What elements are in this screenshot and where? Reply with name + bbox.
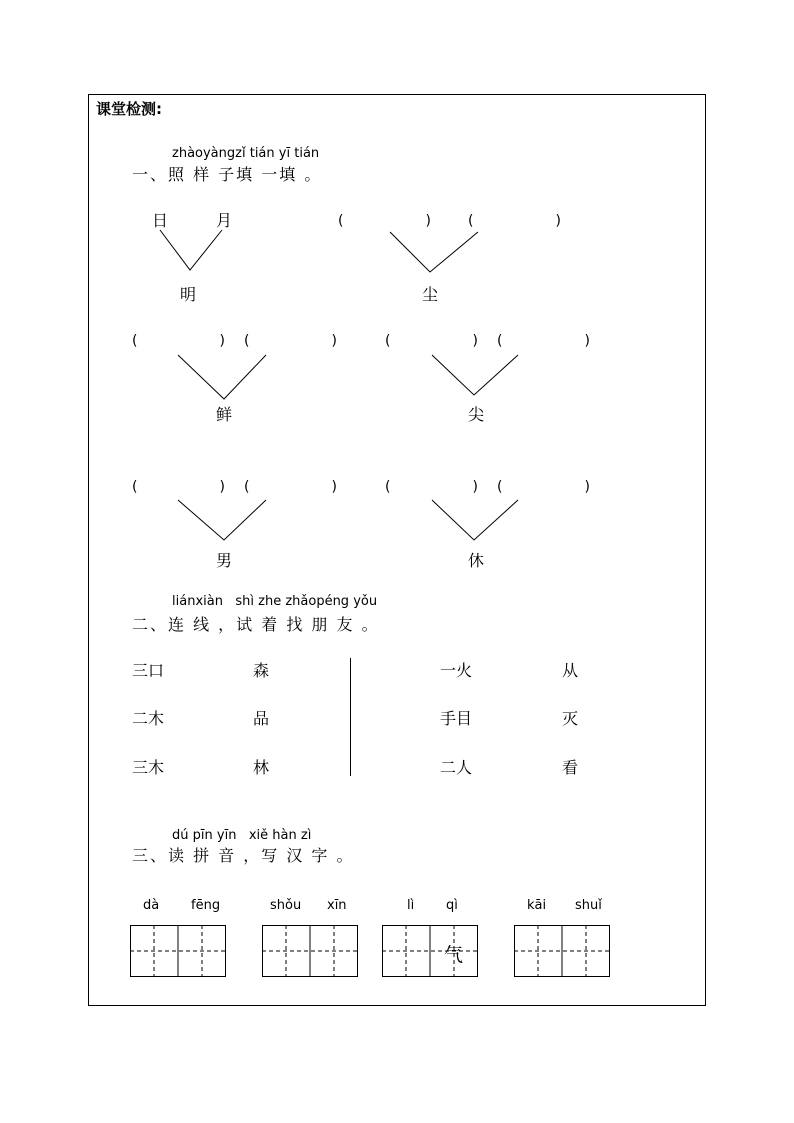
blank-paren[interactable]: ( ) bbox=[497, 479, 608, 495]
section3-pinyin-line bbox=[172, 828, 311, 843]
v-connector bbox=[178, 500, 268, 542]
pinyin: zhào bbox=[172, 146, 203, 161]
section2-pinyin-line bbox=[172, 594, 377, 609]
blank-paren[interactable]: ( ) bbox=[385, 333, 496, 349]
item-result: 男 bbox=[216, 551, 233, 570]
match-item[interactable]: 手目 bbox=[440, 709, 473, 728]
v-connector bbox=[390, 232, 480, 274]
divider-line bbox=[350, 658, 351, 776]
v-connector bbox=[432, 355, 522, 397]
match-item[interactable]: 看 bbox=[562, 758, 579, 777]
match-item[interactable]: 三木 bbox=[132, 758, 165, 777]
word-pinyin: qì bbox=[446, 898, 458, 913]
item-result: 休 bbox=[468, 551, 485, 570]
match-item[interactable]: 森 bbox=[253, 661, 270, 680]
v-connector bbox=[432, 500, 522, 542]
pinyin: xiě bbox=[248, 828, 269, 843]
item-right: 月 bbox=[216, 211, 233, 230]
word-pinyin: dà bbox=[143, 898, 160, 913]
match-item[interactable]: 灭 bbox=[562, 709, 579, 728]
pinyin: lián bbox=[172, 594, 196, 609]
pinyin: zì bbox=[300, 828, 312, 843]
match-item[interactable]: 林 bbox=[253, 758, 270, 777]
word-pinyin: kāi bbox=[527, 898, 547, 913]
blank-paren[interactable]: ( ) bbox=[244, 333, 355, 349]
section1-heading: 一、照 样 子填 一填 。 bbox=[132, 165, 323, 184]
pinyin: shì bbox=[235, 594, 254, 609]
pinyin: yǒu bbox=[353, 594, 378, 609]
tianzige-grid[interactable] bbox=[262, 925, 358, 977]
match-item[interactable]: 二人 bbox=[440, 758, 473, 777]
blank-paren[interactable]: ( ) bbox=[338, 213, 449, 229]
blank-paren[interactable]: ( ) bbox=[244, 479, 355, 495]
prefilled-character: 气 bbox=[444, 944, 464, 966]
item-result: 明 bbox=[180, 285, 197, 304]
match-item[interactable]: 三口 bbox=[132, 661, 165, 680]
blank-paren[interactable]: ( ) bbox=[132, 479, 243, 495]
match-item[interactable]: 品 bbox=[253, 709, 270, 728]
match-item[interactable]: 从 bbox=[562, 661, 579, 680]
blank-paren[interactable]: ( ) bbox=[132, 333, 243, 349]
pinyin: tián bbox=[249, 146, 275, 161]
tianzige-grid[interactable] bbox=[130, 925, 226, 977]
pinyin: tián bbox=[294, 146, 320, 161]
worksheet-title: 课堂检测: bbox=[96, 100, 162, 118]
pinyin: yīn bbox=[216, 828, 237, 843]
word-pinyin: lì bbox=[407, 898, 415, 913]
pinyin: dú bbox=[172, 828, 189, 843]
pinyin: zǐ bbox=[235, 146, 246, 161]
section2-heading: 二、连 线 ，试 着 找 朋 友 。 bbox=[132, 615, 380, 634]
word-pinyin: xīn bbox=[327, 898, 347, 913]
blank-paren[interactable]: ( ) bbox=[468, 213, 579, 229]
section3-heading: 三、读 拼 音 ，写 汉 字 。 bbox=[132, 846, 355, 865]
match-item[interactable]: 一火 bbox=[440, 661, 473, 680]
section1-pinyin-line bbox=[172, 146, 319, 161]
tianzige-grid[interactable] bbox=[382, 925, 478, 977]
word-pinyin: shǒu bbox=[270, 898, 302, 913]
pinyin: yàng bbox=[202, 146, 236, 161]
v-connector bbox=[178, 355, 268, 401]
pinyin: hàn bbox=[272, 828, 297, 843]
pinyin: zhǎo bbox=[285, 594, 317, 609]
blank-paren[interactable]: ( ) bbox=[497, 333, 608, 349]
word-pinyin: fēng bbox=[191, 898, 221, 913]
pinyin: zhe bbox=[258, 594, 282, 609]
pinyin: péng bbox=[316, 594, 350, 609]
item-left: 日 bbox=[152, 211, 169, 230]
v-connector bbox=[160, 230, 224, 272]
tianzige-grid[interactable] bbox=[514, 925, 610, 977]
pinyin: pīn bbox=[192, 828, 213, 843]
match-item[interactable]: 二木 bbox=[132, 709, 165, 728]
blank-paren[interactable]: ( ) bbox=[385, 479, 496, 495]
item-result: 尘 bbox=[422, 285, 439, 304]
pinyin: yī bbox=[278, 146, 291, 161]
pinyin: xiàn bbox=[195, 594, 223, 609]
word-pinyin: shuǐ bbox=[575, 898, 602, 913]
item-result: 尖 bbox=[468, 405, 485, 424]
item-result: 鲜 bbox=[216, 405, 233, 424]
